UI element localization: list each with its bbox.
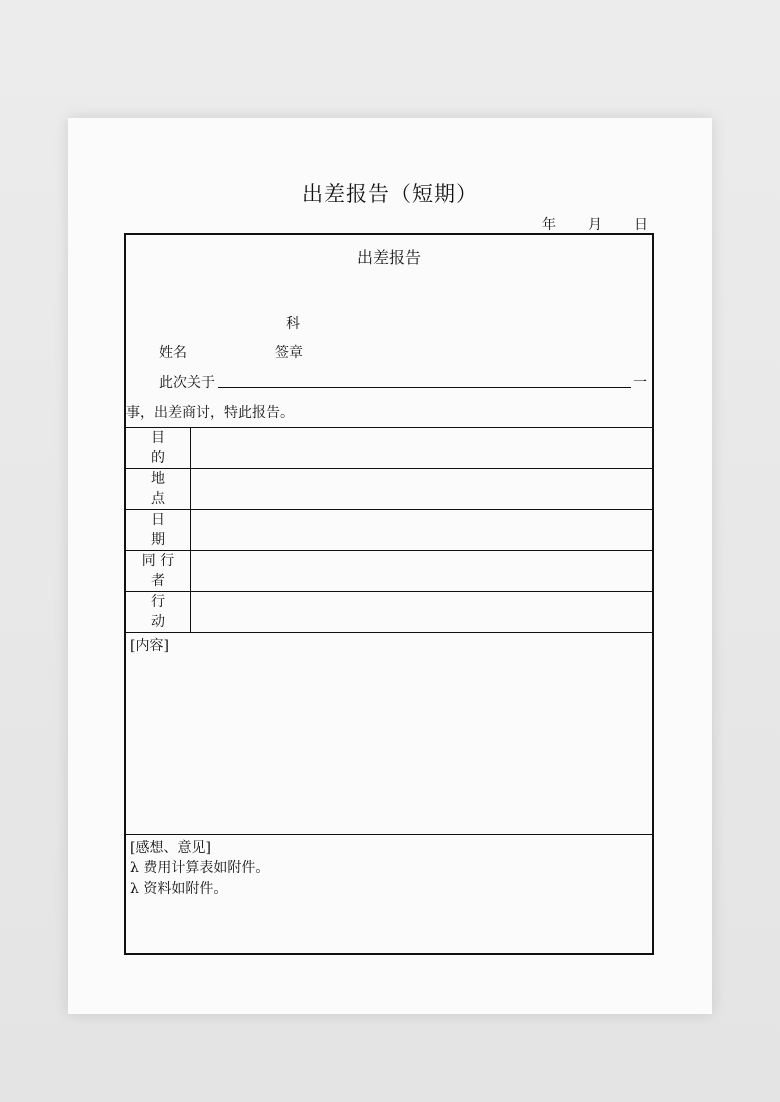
report-form	[124, 233, 654, 955]
row-divider	[126, 550, 652, 551]
row-label-line: 点	[151, 491, 165, 507]
date-month-label: 月	[588, 217, 602, 233]
row-label-line: 行	[151, 594, 165, 610]
row-divider	[126, 509, 652, 510]
name-label: 姓名	[159, 345, 187, 361]
section-divider	[126, 834, 652, 835]
row-label-date	[126, 510, 190, 550]
department-label: 科	[286, 316, 300, 332]
about-blank-line	[218, 387, 631, 388]
document-title: 出差报告（短期）	[302, 182, 478, 206]
about-suffix: 一	[633, 375, 647, 391]
paper-sheet	[68, 118, 712, 1014]
about-line-2: 事，出差商讨，特此报告。	[126, 405, 294, 421]
row-divider	[126, 591, 652, 592]
row-divider	[126, 632, 652, 633]
row-label-line: 日	[151, 512, 165, 528]
label-column-divider	[190, 427, 191, 632]
bullet-materials-attachment: λ 资料如附件。	[130, 881, 228, 897]
about-prefix: 此次关于	[159, 375, 215, 391]
bullet-expense-attachment: λ 费用计算表如附件。	[130, 860, 270, 876]
row-label-line: 期	[151, 532, 165, 548]
form-heading: 出差报告	[356, 248, 421, 267]
row-label-location	[126, 469, 190, 509]
content-section-label: [内容]	[130, 638, 169, 654]
row-label-line: 地	[151, 471, 165, 487]
date-day-label: 日	[634, 217, 648, 233]
row-divider	[126, 468, 652, 469]
seal-label: 签章	[275, 345, 303, 361]
row-label-line: 动	[151, 614, 165, 630]
row-label-line: 同 行	[141, 553, 175, 569]
row-label-purpose	[126, 428, 190, 468]
row-label-companions	[126, 551, 190, 591]
row-label-line: 的	[151, 450, 165, 466]
row-label-activity	[126, 592, 190, 632]
row-divider	[126, 427, 652, 428]
row-label-line: 目	[151, 430, 165, 446]
date-year-label: 年	[542, 217, 556, 233]
row-label-line: 者	[151, 573, 165, 589]
feedback-section-label: [感想、意见]	[130, 840, 211, 856]
